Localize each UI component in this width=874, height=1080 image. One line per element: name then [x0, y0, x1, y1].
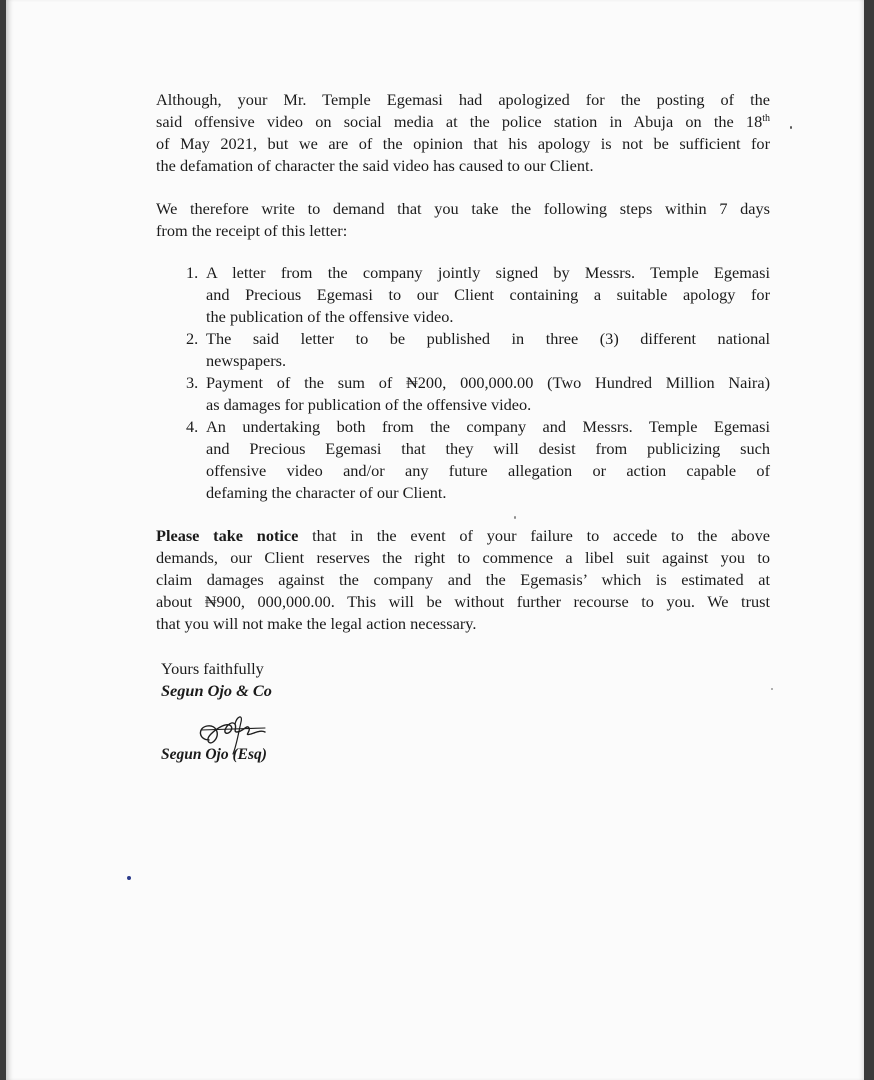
list-item — [174, 372, 770, 416]
notice-lead: Please take notice — [156, 526, 299, 545]
scan-speck — [790, 126, 792, 129]
paragraph-line: Although, your Mr. Temple Egemasi had apologized for the posting of the — [156, 90, 770, 109]
signatory-name: Segun Ojo (Esq) — [161, 746, 267, 763]
list-line: as damages for publication of the offensive video. — [206, 395, 532, 414]
list-line: and Precious Egemasi to our Client containing a suitable apology for — [206, 285, 770, 304]
scan-speck — [514, 516, 516, 519]
list-line: newspapers. — [206, 351, 287, 370]
paragraph-line: Please take notice that in the event of your failure to accede to the above — [156, 526, 771, 545]
list-number: 2. — [186, 329, 199, 348]
paragraph-line: about ₦900, 000,000.00. This will be without further recourse to you. We trust — [156, 592, 770, 611]
paragraph-line: of May 2021, but we are of the opinion that his apology is not be sufficient for — [156, 134, 770, 153]
list-number: 4. — [186, 417, 199, 436]
paragraph-demand-intro — [156, 198, 770, 242]
scan-speck — [127, 876, 131, 880]
list-line: The said letter to be published in three (3) different national — [206, 329, 770, 348]
paragraph-notice — [156, 525, 770, 635]
paragraph-line: the defamation of character the said video has caused to our Client. — [156, 156, 594, 175]
superscript: th — [762, 113, 770, 124]
list-line: the publication of the offensive video. — [206, 307, 454, 326]
list-line: offensive video and/or any future allegation or action capable of — [206, 461, 770, 480]
list-line: A letter from the company jointly signed by Messrs. Temple Egemasi — [206, 263, 770, 282]
list-line: and Precious Egemasi that they will desist from publicizing such — [206, 439, 770, 458]
paragraph-line: from the receipt of this letter: — [156, 221, 348, 240]
demands-list — [174, 262, 770, 504]
list-line: An undertaking both from the company and Messrs. Temple Egemasi — [206, 417, 770, 436]
list-item — [174, 262, 770, 328]
closing-salutation: Yours faithfully — [161, 659, 264, 678]
scan-speck — [771, 688, 773, 690]
list-number: 3. — [186, 373, 199, 392]
list-number: 1. — [186, 263, 199, 282]
list-line: Payment of the sum of ₦200, 000,000.00 (Two Hundred Million Naira) — [206, 373, 770, 392]
paragraph-line: that you will not make the legal action necessary. — [156, 614, 477, 633]
paragraph-line: demands, our Client reserves the right to commence a libel suit against you to — [156, 548, 770, 567]
paragraph-line: We therefore write to demand that you take the following steps within 7 days — [156, 199, 770, 218]
letter-page — [6, 0, 864, 1080]
firm-name: Segun Ojo & Co — [161, 681, 272, 700]
list-line: defaming the character of our Client. — [206, 483, 447, 502]
paragraph-line: claim damages against the company and the Egemasis’ which is estimated at — [156, 570, 770, 589]
list-item — [174, 328, 770, 372]
paragraph-apology — [156, 89, 770, 177]
list-item — [174, 416, 770, 504]
paragraph-line: said offensive video on social media at the police station in Abuja on the 18th — [156, 112, 770, 131]
